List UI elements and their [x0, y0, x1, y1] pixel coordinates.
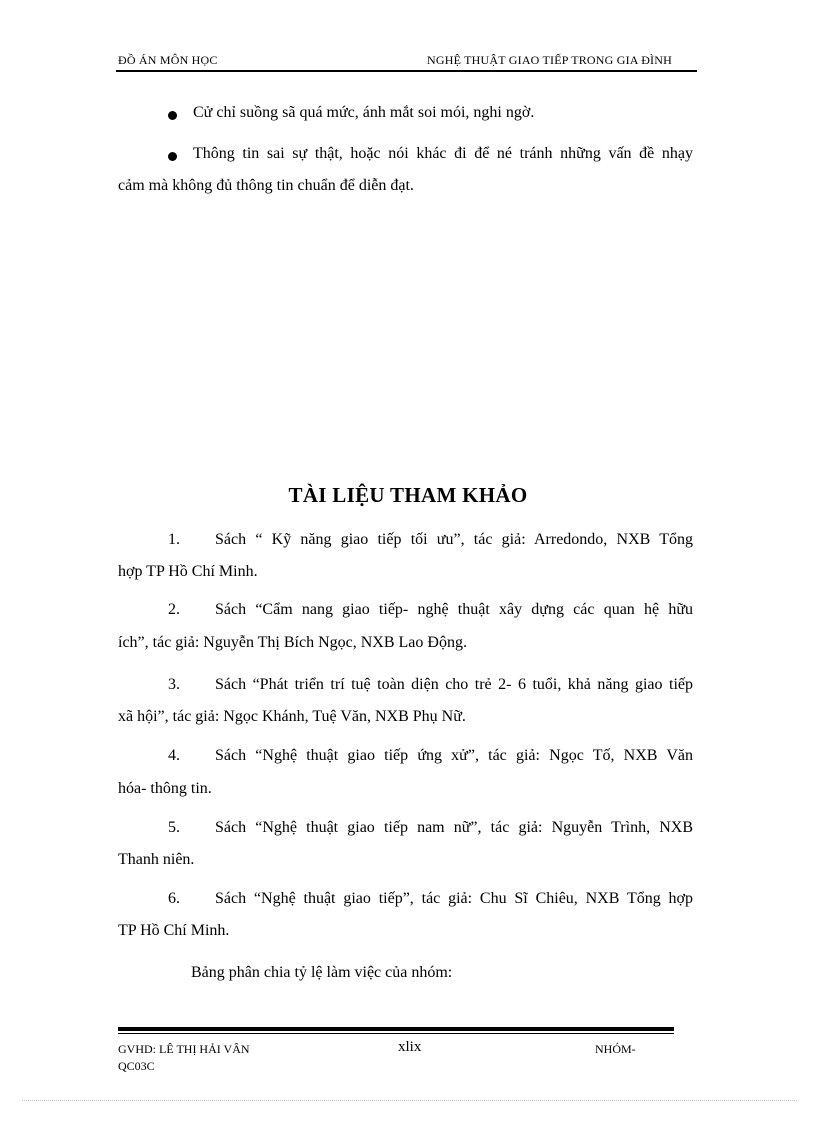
reference-5-line2: Thanh niên.: [118, 851, 195, 868]
reference-4-line1: Sách “Nghệ thuật giao tiếp ứng xử”, tác giả: Ngọc Tố, NXB Văn: [215, 747, 693, 764]
reference-6-line2: TP Hồ Chí Minh.: [118, 922, 230, 939]
bullet-dot-2: [168, 152, 177, 161]
page-number: xlix: [398, 1039, 422, 1055]
reference-number-1: 1.: [168, 531, 180, 548]
bullet-text-2-line1: Thông tin sai sự thật, hoặc nói khác đi để né tránh những vấn đề nhạy: [193, 145, 693, 162]
reference-number-3: 3.: [168, 676, 180, 693]
page-edge-divider: [22, 1100, 797, 1101]
closing-line: Bảng phân chia tỷ lệ làm việc của nhóm:: [191, 964, 453, 981]
bullet-dot-1: [168, 111, 177, 120]
header-right: NGHỆ THUẬT GIAO TIẾP TRONG GIA ĐÌNH: [427, 53, 672, 67]
references-title: TÀI LIỆU THAM KHẢO: [288, 483, 528, 507]
bullet-text-1: Cử chỉ suồng sã quá mức, ánh mắt soi mói, nghi ngờ.: [193, 104, 535, 121]
reference-1-line1: Sách “ Kỹ năng giao tiếp tối ưu”, tác giả: Arredondo, NXB Tổng: [215, 531, 693, 548]
reference-3-line2: xã hội”, tác giả: Ngọc Khánh, Tuệ Văn, NXB Phụ Nữ.: [118, 708, 466, 725]
bullet-text-2-line2: cảm mà không đủ thông tin chuẩn để diễn đạt.: [118, 177, 414, 194]
footer-rule-thick: [118, 1027, 674, 1031]
reference-number-4: 4.: [168, 747, 180, 764]
reference-1-line2: hợp TP Hồ Chí Minh.: [118, 563, 258, 580]
footer-instructor: GVHD: LÊ THỊ HẢI VÂN: [118, 1042, 250, 1056]
reference-number-2: 2.: [168, 601, 180, 618]
footer-group: NHÓM-: [595, 1042, 636, 1056]
reference-number-6: 6.: [168, 890, 180, 907]
header-rule: [116, 70, 697, 72]
reference-3-line1: Sách “Phát triển trí tuệ toàn diện cho trẻ 2- 6 tuổi, khả năng giao tiếp: [215, 676, 693, 693]
header-left: ĐỒ ÁN MÔN HỌC: [118, 53, 218, 67]
reference-2-line1: Sách “Cẩm nang giao tiếp- nghệ thuật xây dựng các quan hệ hữu: [215, 601, 693, 618]
reference-number-5: 5.: [168, 819, 180, 836]
reference-5-line1: Sách “Nghệ thuật giao tiếp nam nữ”, tác giả: Nguyễn Trình, NXB: [215, 819, 693, 836]
reference-4-line2: hóa- thông tin.: [118, 780, 212, 797]
reference-6-line1: Sách “Nghệ thuật giao tiếp”, tác giả: Chu Sĩ Chiêu, NXB Tổng hợp: [215, 890, 693, 907]
footer-class-code: QC03C: [118, 1059, 155, 1073]
footer-rule-thin: [118, 1033, 674, 1034]
reference-2-line2: ích”, tác giả: Nguyễn Thị Bích Ngọc, NXB Lao Động.: [118, 634, 467, 651]
